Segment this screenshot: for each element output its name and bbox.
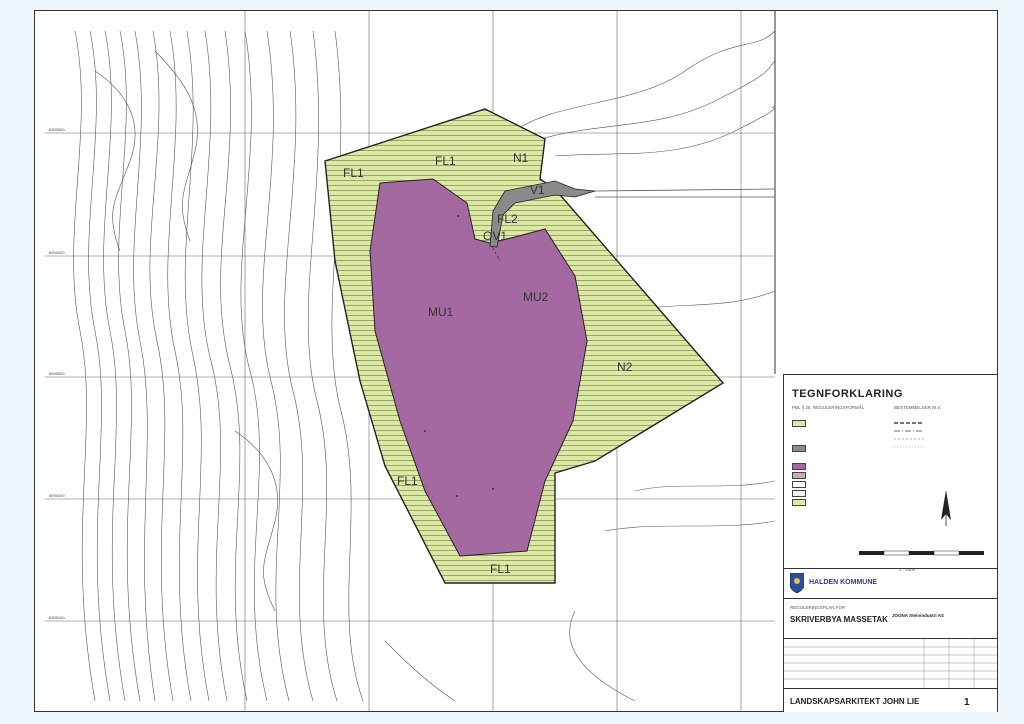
legend-swatch-pale [792, 490, 806, 497]
zone-label-fl1-top: FL1 [435, 154, 456, 168]
north-arrow-icon [939, 490, 953, 526]
legend-section-pbl: PBL § 25. REGULERINGSFORMÅL [792, 405, 865, 410]
zone-label-fl1-bottom: FL1 [490, 562, 511, 576]
revision-grid [784, 639, 997, 689]
legend-title: TEGNFORKLARING [792, 388, 903, 400]
zone-label-mu2: MU2 [523, 290, 549, 304]
legend-swatch-green [792, 499, 806, 506]
svg-text:6599400: 6599400 [49, 250, 65, 255]
svg-text:6599100: 6599100 [49, 615, 65, 620]
map-sheet [34, 10, 998, 712]
legend-swatch-agricultural [792, 420, 806, 427]
municipality-block [784, 568, 997, 599]
zone-label-ov1: OV1 [483, 229, 508, 243]
municipality-crest-icon [790, 573, 804, 593]
zone-label-n1: N1 [513, 151, 529, 165]
zone-label-fl2: FL2 [497, 212, 518, 226]
svg-text:6599300: 6599300 [49, 371, 65, 376]
plan-name-block [784, 598, 997, 639]
legend-swatch-white [792, 481, 806, 488]
scale-label: 1 : 1000 [899, 567, 916, 572]
revision-table [784, 638, 997, 689]
legend-symbol-lines [894, 415, 934, 485]
svg-text:6599500: 6599500 [49, 127, 65, 132]
zone-label-fl1-mid: FL1 [397, 474, 418, 488]
zone-label-n2: N2 [617, 360, 633, 374]
grid-coordinates [49, 127, 65, 620]
architect-block [784, 688, 997, 713]
zone-label-v1: V1 [530, 183, 545, 197]
sheet-number: 1 [964, 697, 970, 708]
plan-name: SKRIVERBYA MASSETAK [790, 615, 888, 624]
legend-section-symbols: BESTEMMELSER M.V. [894, 405, 942, 410]
legend-swatch-extraction-light [792, 472, 806, 479]
zone-label-mu1: MU1 [428, 305, 454, 319]
legend-swatch-extraction [792, 463, 806, 470]
legend-swatch-road [792, 445, 806, 452]
plan-type: REGULERINGSPLAN FOR [790, 605, 846, 610]
architect-name: LANDSKAPSARKITEKT JOHN LIE [790, 697, 920, 706]
legend-panel [783, 374, 997, 712]
client-name: JOONA Steinindustri AS [892, 613, 944, 618]
scale-bar [859, 547, 989, 561]
municipality-name: HALDEN KOMMUNE [809, 579, 878, 586]
svg-text:6599200: 6599200 [49, 493, 65, 498]
zone-label-fl1-left: FL1 [343, 166, 364, 180]
